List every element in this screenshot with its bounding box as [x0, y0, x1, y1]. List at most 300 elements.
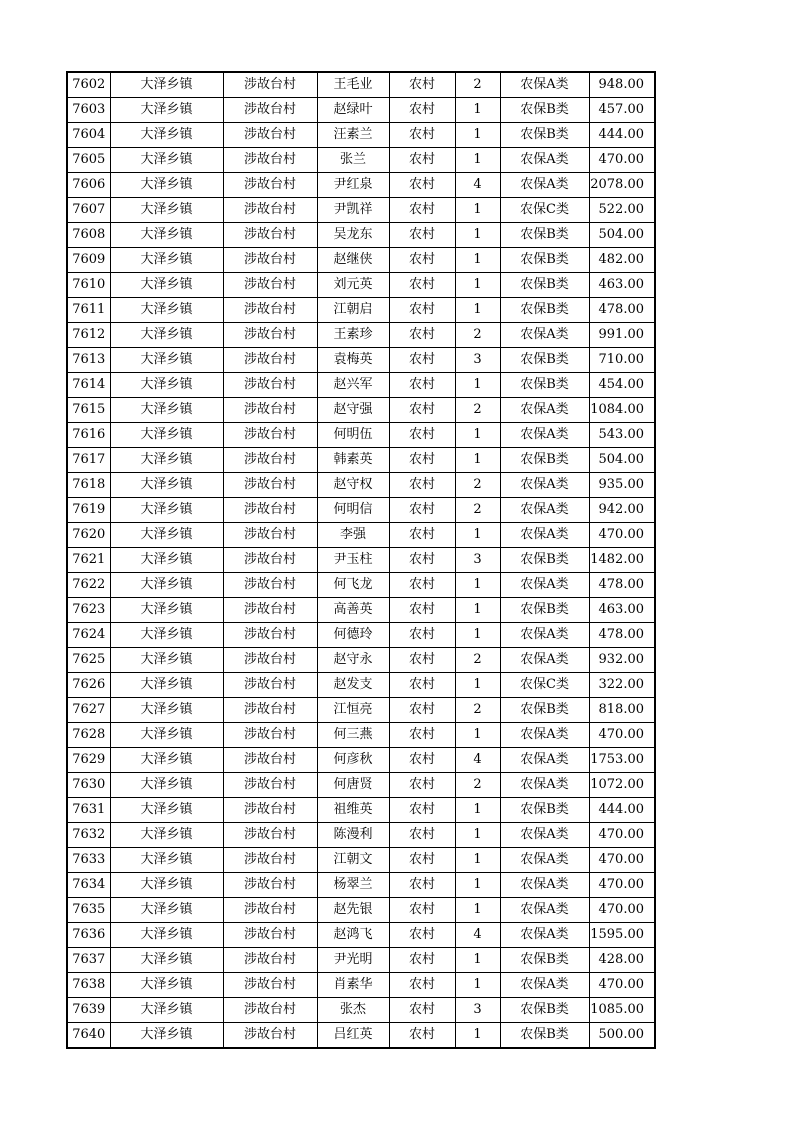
cell-id: 7615	[67, 398, 110, 423]
cell-name: 赵守永	[317, 648, 389, 673]
cell-village: 涉故台村	[223, 498, 317, 523]
cell-name: 尹凯祥	[317, 198, 389, 223]
cell-count: 2	[455, 773, 500, 798]
cell-village: 涉故台村	[223, 523, 317, 548]
cell-town: 大泽乡镇	[110, 1023, 223, 1049]
cell-town: 大泽乡镇	[110, 348, 223, 373]
cell-category: 农保A类	[500, 573, 589, 598]
cell-count: 1	[455, 723, 500, 748]
cell-village: 涉故台村	[223, 998, 317, 1023]
cell-amount: 1482.00	[589, 548, 655, 573]
cell-id: 7624	[67, 623, 110, 648]
cell-category: 农保B类	[500, 223, 589, 248]
cell-village: 涉故台村	[223, 973, 317, 998]
cell-town: 大泽乡镇	[110, 298, 223, 323]
cell-count: 1	[455, 673, 500, 698]
table-row	[67, 198, 655, 223]
cell-name: 江恒亮	[317, 698, 389, 723]
cell-village: 涉故台村	[223, 598, 317, 623]
cell-area: 农村	[389, 198, 455, 223]
table-row	[67, 373, 655, 398]
cell-area: 农村	[389, 923, 455, 948]
table-row	[67, 873, 655, 898]
table-row	[67, 598, 655, 623]
data-table	[66, 71, 656, 1049]
cell-name: 赵鸿飞	[317, 923, 389, 948]
cell-name: 袁梅英	[317, 348, 389, 373]
table-row	[67, 973, 655, 998]
cell-village: 涉故台村	[223, 673, 317, 698]
cell-village: 涉故台村	[223, 548, 317, 573]
cell-town: 大泽乡镇	[110, 523, 223, 548]
cell-amount: 478.00	[589, 623, 655, 648]
table-row	[67, 273, 655, 298]
cell-name: 刘元英	[317, 273, 389, 298]
cell-area: 农村	[389, 773, 455, 798]
cell-town: 大泽乡镇	[110, 198, 223, 223]
cell-count: 4	[455, 173, 500, 198]
cell-id: 7638	[67, 973, 110, 998]
cell-town: 大泽乡镇	[110, 873, 223, 898]
cell-count: 3	[455, 998, 500, 1023]
cell-village: 涉故台村	[223, 223, 317, 248]
cell-id: 7627	[67, 698, 110, 723]
cell-count: 1	[455, 123, 500, 148]
cell-id: 7605	[67, 148, 110, 173]
cell-id: 7610	[67, 273, 110, 298]
cell-amount: 470.00	[589, 148, 655, 173]
cell-id: 7616	[67, 423, 110, 448]
cell-town: 大泽乡镇	[110, 698, 223, 723]
cell-amount: 948.00	[589, 72, 655, 98]
cell-area: 农村	[389, 748, 455, 773]
cell-area: 农村	[389, 373, 455, 398]
table-row	[67, 248, 655, 273]
cell-amount: 463.00	[589, 598, 655, 623]
cell-amount: 428.00	[589, 948, 655, 973]
cell-name: 赵守强	[317, 398, 389, 423]
cell-village: 涉故台村	[223, 72, 317, 98]
cell-village: 涉故台村	[223, 448, 317, 473]
cell-id: 7603	[67, 98, 110, 123]
cell-village: 涉故台村	[223, 948, 317, 973]
cell-name: 何三燕	[317, 723, 389, 748]
cell-village: 涉故台村	[223, 473, 317, 498]
table-row	[67, 548, 655, 573]
cell-count: 1	[455, 873, 500, 898]
cell-village: 涉故台村	[223, 823, 317, 848]
cell-area: 农村	[389, 123, 455, 148]
cell-name: 何明伍	[317, 423, 389, 448]
cell-count: 1	[455, 273, 500, 298]
cell-count: 2	[455, 473, 500, 498]
table-body	[67, 72, 655, 1048]
cell-town: 大泽乡镇	[110, 72, 223, 98]
cell-amount: 457.00	[589, 98, 655, 123]
cell-id: 7609	[67, 248, 110, 273]
cell-area: 农村	[389, 423, 455, 448]
cell-category: 农保A类	[500, 723, 589, 748]
cell-town: 大泽乡镇	[110, 898, 223, 923]
cell-town: 大泽乡镇	[110, 973, 223, 998]
cell-amount: 470.00	[589, 823, 655, 848]
cell-id: 7612	[67, 323, 110, 348]
cell-village: 涉故台村	[223, 723, 317, 748]
table-row	[67, 298, 655, 323]
cell-name: 赵兴军	[317, 373, 389, 398]
cell-amount: 543.00	[589, 423, 655, 448]
cell-category: 农保A类	[500, 773, 589, 798]
cell-town: 大泽乡镇	[110, 848, 223, 873]
cell-category: 农保A类	[500, 72, 589, 98]
cell-count: 1	[455, 573, 500, 598]
cell-count: 2	[455, 498, 500, 523]
cell-amount: 478.00	[589, 573, 655, 598]
cell-count: 2	[455, 698, 500, 723]
cell-area: 农村	[389, 823, 455, 848]
cell-id: 7618	[67, 473, 110, 498]
cell-id: 7640	[67, 1023, 110, 1049]
cell-category: 农保A类	[500, 898, 589, 923]
cell-amount: 932.00	[589, 648, 655, 673]
cell-name: 李强	[317, 523, 389, 548]
cell-amount: 1595.00	[589, 923, 655, 948]
cell-town: 大泽乡镇	[110, 723, 223, 748]
cell-amount: 444.00	[589, 798, 655, 823]
cell-count: 2	[455, 398, 500, 423]
cell-count: 1	[455, 198, 500, 223]
cell-name: 张兰	[317, 148, 389, 173]
cell-amount: 454.00	[589, 373, 655, 398]
cell-category: 农保B类	[500, 273, 589, 298]
cell-village: 涉故台村	[223, 423, 317, 448]
cell-count: 1	[455, 223, 500, 248]
cell-id: 7617	[67, 448, 110, 473]
cell-count: 4	[455, 923, 500, 948]
table-row	[67, 498, 655, 523]
cell-village: 涉故台村	[223, 698, 317, 723]
cell-area: 农村	[389, 873, 455, 898]
cell-category: 农保B类	[500, 948, 589, 973]
cell-village: 涉故台村	[223, 848, 317, 873]
cell-amount: 935.00	[589, 473, 655, 498]
cell-area: 农村	[389, 498, 455, 523]
cell-area: 农村	[389, 148, 455, 173]
cell-name: 赵绿叶	[317, 98, 389, 123]
cell-amount: 470.00	[589, 873, 655, 898]
table-row	[67, 423, 655, 448]
cell-town: 大泽乡镇	[110, 823, 223, 848]
cell-category: 农保A类	[500, 623, 589, 648]
cell-name: 王素珍	[317, 323, 389, 348]
cell-town: 大泽乡镇	[110, 623, 223, 648]
table-row	[67, 223, 655, 248]
cell-area: 农村	[389, 323, 455, 348]
table-row	[67, 98, 655, 123]
table-row	[67, 623, 655, 648]
cell-id: 7619	[67, 498, 110, 523]
cell-town: 大泽乡镇	[110, 673, 223, 698]
cell-count: 1	[455, 623, 500, 648]
cell-id: 7633	[67, 848, 110, 873]
cell-count: 1	[455, 598, 500, 623]
cell-village: 涉故台村	[223, 323, 317, 348]
cell-count: 1	[455, 423, 500, 448]
cell-name: 杨翠兰	[317, 873, 389, 898]
cell-count: 3	[455, 348, 500, 373]
cell-town: 大泽乡镇	[110, 173, 223, 198]
cell-id: 7636	[67, 923, 110, 948]
cell-id: 7611	[67, 298, 110, 323]
cell-amount: 1085.00	[589, 998, 655, 1023]
cell-id: 7604	[67, 123, 110, 148]
cell-name: 祖维英	[317, 798, 389, 823]
cell-area: 农村	[389, 573, 455, 598]
cell-village: 涉故台村	[223, 348, 317, 373]
cell-town: 大泽乡镇	[110, 473, 223, 498]
cell-village: 涉故台村	[223, 898, 317, 923]
cell-name: 韩素英	[317, 448, 389, 473]
cell-amount: 322.00	[589, 673, 655, 698]
cell-amount: 1072.00	[589, 773, 655, 798]
cell-name: 张杰	[317, 998, 389, 1023]
cell-id: 7606	[67, 173, 110, 198]
table-row	[67, 148, 655, 173]
cell-category: 农保B类	[500, 348, 589, 373]
cell-amount: 470.00	[589, 523, 655, 548]
cell-count: 1	[455, 1023, 500, 1049]
cell-amount: 504.00	[589, 223, 655, 248]
cell-name: 何德玲	[317, 623, 389, 648]
cell-village: 涉故台村	[223, 398, 317, 423]
cell-count: 1	[455, 448, 500, 473]
table-row	[67, 898, 655, 923]
cell-count: 4	[455, 748, 500, 773]
cell-village: 涉故台村	[223, 648, 317, 673]
cell-category: 农保B类	[500, 698, 589, 723]
cell-id: 7628	[67, 723, 110, 748]
cell-category: 农保A类	[500, 923, 589, 948]
cell-category: 农保A类	[500, 173, 589, 198]
cell-area: 农村	[389, 248, 455, 273]
cell-name: 赵继侠	[317, 248, 389, 273]
cell-name: 江朝文	[317, 848, 389, 873]
cell-id: 7602	[67, 72, 110, 98]
table-row	[67, 72, 655, 98]
cell-category: 农保B类	[500, 373, 589, 398]
cell-town: 大泽乡镇	[110, 398, 223, 423]
cell-area: 农村	[389, 398, 455, 423]
cell-amount: 818.00	[589, 698, 655, 723]
cell-town: 大泽乡镇	[110, 448, 223, 473]
cell-count: 3	[455, 548, 500, 573]
cell-area: 农村	[389, 998, 455, 1023]
cell-category: 农保B类	[500, 548, 589, 573]
cell-village: 涉故台村	[223, 773, 317, 798]
cell-category: 农保A类	[500, 148, 589, 173]
table-row	[67, 398, 655, 423]
cell-count: 2	[455, 648, 500, 673]
cell-name: 尹玉柱	[317, 548, 389, 573]
cell-town: 大泽乡镇	[110, 548, 223, 573]
cell-amount: 470.00	[589, 848, 655, 873]
cell-town: 大泽乡镇	[110, 98, 223, 123]
cell-town: 大泽乡镇	[110, 998, 223, 1023]
table-row	[67, 698, 655, 723]
cell-name: 何明信	[317, 498, 389, 523]
cell-name: 赵发支	[317, 673, 389, 698]
cell-count: 1	[455, 523, 500, 548]
cell-town: 大泽乡镇	[110, 923, 223, 948]
cell-amount: 2078.00	[589, 173, 655, 198]
cell-name: 尹红泉	[317, 173, 389, 198]
cell-category: 农保C类	[500, 198, 589, 223]
table-row	[67, 323, 655, 348]
table-row	[67, 773, 655, 798]
cell-count: 1	[455, 898, 500, 923]
cell-area: 农村	[389, 348, 455, 373]
cell-id: 7631	[67, 798, 110, 823]
table-row	[67, 673, 655, 698]
table-row	[67, 1023, 655, 1049]
cell-amount: 463.00	[589, 273, 655, 298]
table-row	[67, 798, 655, 823]
cell-id: 7630	[67, 773, 110, 798]
cell-town: 大泽乡镇	[110, 248, 223, 273]
cell-amount: 504.00	[589, 448, 655, 473]
cell-area: 农村	[389, 1023, 455, 1049]
cell-count: 1	[455, 973, 500, 998]
cell-category: 农保A类	[500, 323, 589, 348]
cell-village: 涉故台村	[223, 798, 317, 823]
cell-id: 7623	[67, 598, 110, 623]
cell-id: 7622	[67, 573, 110, 598]
cell-village: 涉故台村	[223, 248, 317, 273]
cell-area: 农村	[389, 223, 455, 248]
cell-area: 农村	[389, 673, 455, 698]
cell-category: 农保A类	[500, 748, 589, 773]
cell-area: 农村	[389, 598, 455, 623]
cell-category: 农保A类	[500, 648, 589, 673]
cell-village: 涉故台村	[223, 373, 317, 398]
table-row	[67, 848, 655, 873]
cell-town: 大泽乡镇	[110, 573, 223, 598]
table-row	[67, 723, 655, 748]
cell-area: 农村	[389, 173, 455, 198]
cell-category: 农保A类	[500, 848, 589, 873]
cell-amount: 710.00	[589, 348, 655, 373]
cell-village: 涉故台村	[223, 573, 317, 598]
table-row	[67, 998, 655, 1023]
cell-name: 陈漫利	[317, 823, 389, 848]
cell-count: 1	[455, 848, 500, 873]
cell-area: 农村	[389, 298, 455, 323]
cell-name: 何彦秋	[317, 748, 389, 773]
cell-town: 大泽乡镇	[110, 273, 223, 298]
table-row	[67, 473, 655, 498]
cell-category: 农保A类	[500, 498, 589, 523]
cell-id: 7621	[67, 548, 110, 573]
cell-amount: 478.00	[589, 298, 655, 323]
cell-name: 江朝启	[317, 298, 389, 323]
cell-id: 7629	[67, 748, 110, 773]
cell-town: 大泽乡镇	[110, 498, 223, 523]
cell-id: 7625	[67, 648, 110, 673]
cell-area: 农村	[389, 548, 455, 573]
cell-count: 1	[455, 948, 500, 973]
cell-id: 7613	[67, 348, 110, 373]
cell-amount: 991.00	[589, 323, 655, 348]
cell-category: 农保A类	[500, 473, 589, 498]
cell-area: 农村	[389, 72, 455, 98]
cell-name: 何唐贤	[317, 773, 389, 798]
cell-town: 大泽乡镇	[110, 423, 223, 448]
cell-id: 7639	[67, 998, 110, 1023]
cell-id: 7620	[67, 523, 110, 548]
cell-category: 农保C类	[500, 673, 589, 698]
cell-count: 1	[455, 248, 500, 273]
cell-town: 大泽乡镇	[110, 373, 223, 398]
cell-area: 农村	[389, 623, 455, 648]
cell-count: 2	[455, 323, 500, 348]
cell-village: 涉故台村	[223, 273, 317, 298]
cell-village: 涉故台村	[223, 98, 317, 123]
cell-area: 农村	[389, 273, 455, 298]
cell-category: 农保B类	[500, 448, 589, 473]
cell-town: 大泽乡镇	[110, 123, 223, 148]
cell-area: 农村	[389, 898, 455, 923]
table-row	[67, 748, 655, 773]
cell-area: 农村	[389, 723, 455, 748]
cell-id: 7632	[67, 823, 110, 848]
cell-category: 农保B类	[500, 598, 589, 623]
table-row	[67, 348, 655, 373]
table-row	[67, 448, 655, 473]
cell-area: 农村	[389, 473, 455, 498]
cell-category: 农保A类	[500, 823, 589, 848]
cell-village: 涉故台村	[223, 123, 317, 148]
cell-amount: 470.00	[589, 723, 655, 748]
cell-count: 1	[455, 148, 500, 173]
cell-name: 尹光明	[317, 948, 389, 973]
cell-name: 吕红英	[317, 1023, 389, 1049]
cell-area: 农村	[389, 848, 455, 873]
cell-id: 7614	[67, 373, 110, 398]
table-row	[67, 648, 655, 673]
table-row	[67, 523, 655, 548]
cell-id: 7607	[67, 198, 110, 223]
cell-count: 1	[455, 298, 500, 323]
table-row	[67, 923, 655, 948]
cell-village: 涉故台村	[223, 873, 317, 898]
cell-category: 农保A类	[500, 423, 589, 448]
cell-amount: 1753.00	[589, 748, 655, 773]
cell-count: 1	[455, 823, 500, 848]
cell-name: 王毛业	[317, 72, 389, 98]
cell-village: 涉故台村	[223, 1023, 317, 1049]
cell-category: 农保B类	[500, 798, 589, 823]
table-row	[67, 573, 655, 598]
cell-village: 涉故台村	[223, 923, 317, 948]
cell-category: 农保B类	[500, 98, 589, 123]
cell-amount: 470.00	[589, 898, 655, 923]
cell-count: 1	[455, 373, 500, 398]
cell-village: 涉故台村	[223, 298, 317, 323]
cell-id: 7637	[67, 948, 110, 973]
cell-category: 农保A类	[500, 398, 589, 423]
cell-village: 涉故台村	[223, 623, 317, 648]
cell-name: 赵守权	[317, 473, 389, 498]
